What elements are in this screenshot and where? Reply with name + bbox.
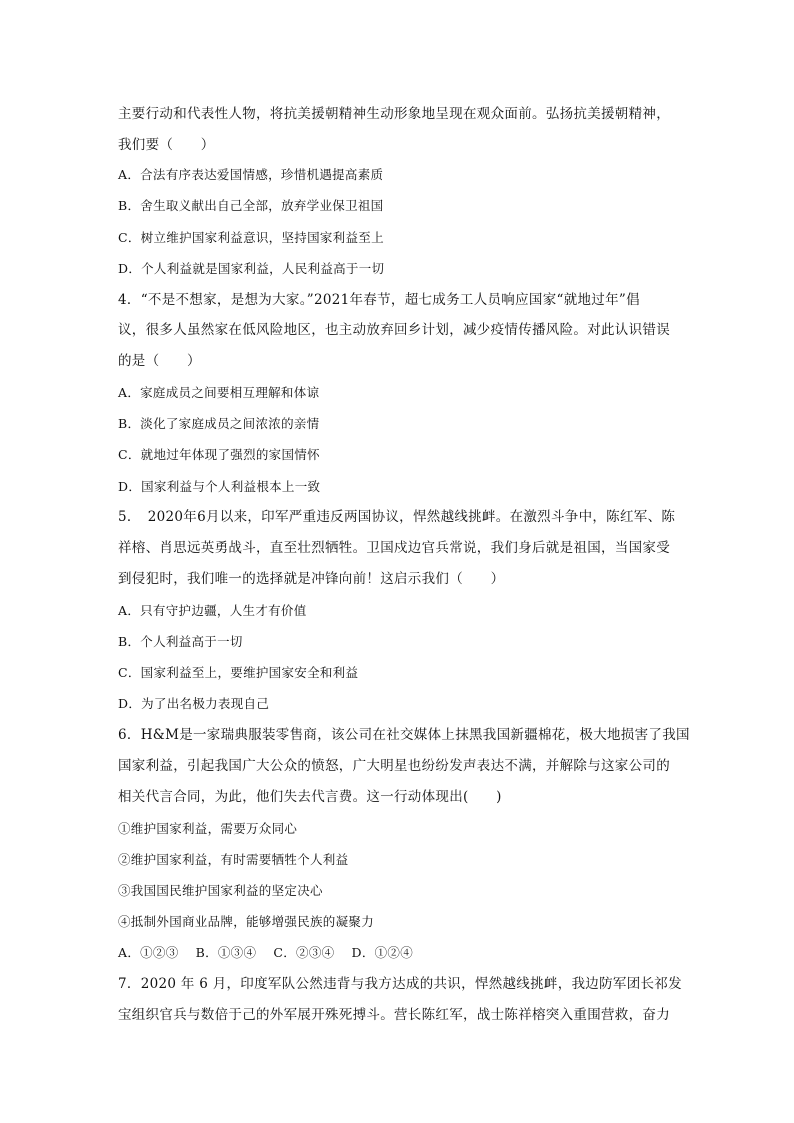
option-line: B．舍生取义献出自己全部，放弃学业保卫祖国 bbox=[118, 198, 384, 213]
option-line: A．家庭成员之间要相互理解和体谅 bbox=[118, 385, 320, 400]
option-line: C．国家利益至上，要维护国家安全和利益 bbox=[118, 665, 359, 680]
text-line: 主要行动和代表性人物，将抗美援朝精神生动形象地呈现在观众面前。弘扬抗美援朝精神， bbox=[118, 106, 670, 122]
option-line: A．合法有序表达爱国情感，珍惜机遇提高素质 bbox=[118, 167, 384, 182]
text-line: 我们要（ ） bbox=[118, 137, 215, 153]
statement-line: ①维护国家利益，需要万众同心 bbox=[118, 821, 298, 836]
statement-line: ②维护国家利益，有时需要牺牲个人利益 bbox=[118, 852, 349, 867]
question-line: 6．H&M是一家瑞典服装零售商，该公司在社交媒体上抹黑我国新疆棉花，极大地损害了我国 bbox=[118, 727, 690, 743]
text-line: 相关代言合同，为此，他们失去代言费。这一行动体现出( ) bbox=[118, 789, 502, 805]
statement-line: ③我国国民维护国家利益的坚定决心 bbox=[118, 883, 323, 898]
text-line: 的是（ ） bbox=[118, 353, 201, 369]
statement-line: ④抵制外国商业品牌，能够增强民族的凝聚力 bbox=[118, 914, 375, 929]
option-line: C．就地过年体现了强烈的家国情怀 bbox=[118, 447, 320, 462]
text-line: 议，很多人虽然家在低风险地区，也主动放弃回乡计划，减少疫情传播风险。对此认识错误 bbox=[118, 322, 670, 338]
text-line: 宝组织官兵与数倍于己的外军展开殊死搏斗。营长陈红军，战士陈祥榕突入重围营救，奋力 bbox=[118, 1007, 670, 1023]
text-line: 国家利益，引起我国广大公众的愤怒，广大明星也纷纷发声表达不满，并解除与这家公司的 bbox=[118, 758, 670, 774]
option-line: D．国家利益与个人利益根本上一致 bbox=[118, 479, 321, 494]
question-line: 7．2020 年 6 月，印度军队公然违背与我方达成的共识，悍然越线挑衅，我边防军团长祁发 bbox=[118, 976, 682, 992]
option-line: A．只有守护边疆，人生才有价值 bbox=[118, 603, 307, 618]
option-line: B．淡化了家庭成员之间浓浓的亲情 bbox=[118, 416, 320, 431]
option-line: D．个人利益就是国家利益，人民利益高于一切 bbox=[118, 261, 385, 276]
question-line: 4．“不是不想家，是想为大家。”2021年春节，超七成务工人员响应国家“就地过年”倡 bbox=[118, 292, 640, 308]
option-line: B．个人利益高于一切 bbox=[118, 634, 243, 649]
question-line: 5． 2020年6月以来，印军严重违反两国协议，悍然越线挑衅。在激烈斗争中，陈红军、陈 bbox=[118, 509, 676, 525]
option-line: C．树立维护国家利益意识，坚持国家利益至上 bbox=[118, 230, 384, 245]
text-line: 祥榕、肖思远英勇战斗，直至壮烈牺牲。卫国戍边官兵常说，我们身后就是祖国，当国家受 bbox=[118, 540, 670, 556]
option-line: D．为了出名极力表现自己 bbox=[118, 696, 270, 711]
text-line: 到侵犯时，我们唯一的选择就是冲锋向前！这启示我们（ ） bbox=[118, 571, 505, 587]
option-line: A．①②③ B．①③④ C．②③④ D．①②④ bbox=[118, 945, 414, 960]
